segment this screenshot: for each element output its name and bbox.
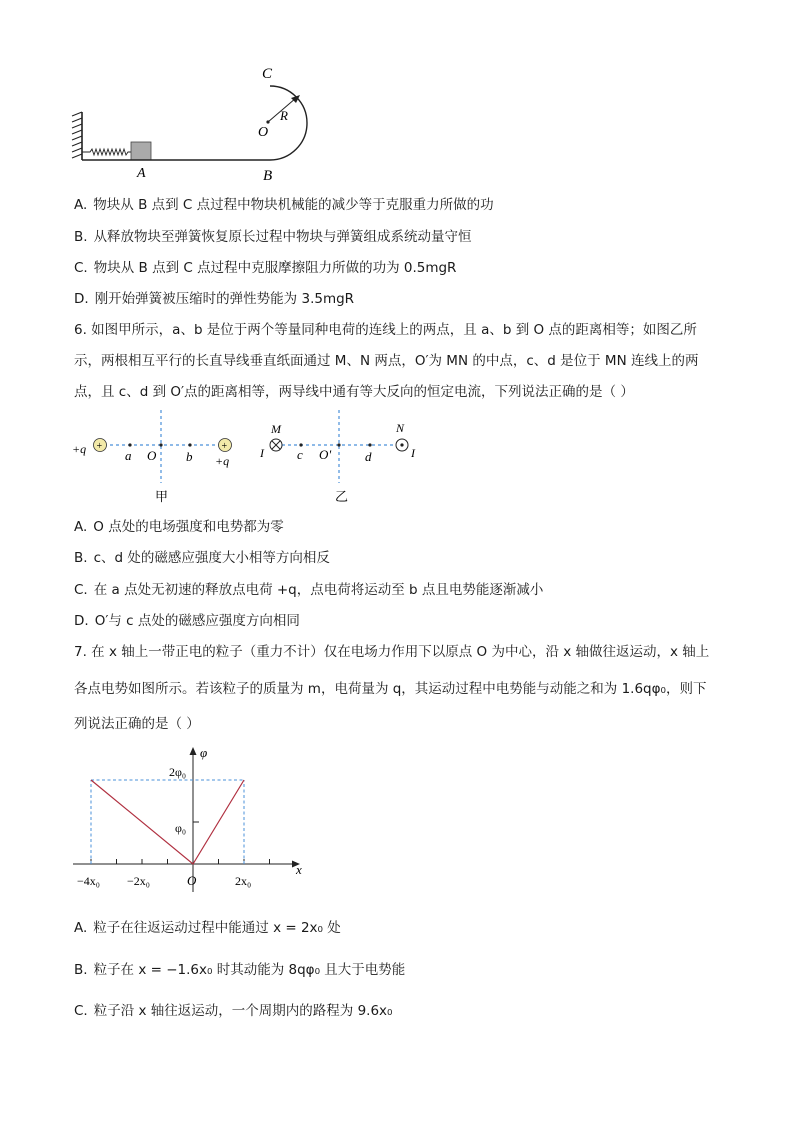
- dot-mark: [400, 443, 403, 446]
- q6-option-d[interactable]: [74, 609, 300, 629]
- caption-jia: 甲: [155, 489, 169, 504]
- option-label: D.: [74, 613, 89, 629]
- q6-stem-line-2: 示，两根相互平行的长直导线垂直纸面通过 M、N 两点，O′为 MN 的中点，c、d 是位于 MN 连线上的两: [74, 353, 699, 369]
- option-text: 粒子在 x = −1.6x₀ 时其动能为 8qφ₀ 且大于电势能: [93, 962, 406, 978]
- point-a: [128, 443, 131, 446]
- label-d: d: [365, 449, 372, 464]
- label-O: O: [147, 448, 157, 463]
- option-text: 刚开始弹簧被压缩时的弹性势能为 3.5mgR: [94, 291, 355, 307]
- q6-option-a[interactable]: [74, 515, 284, 535]
- option-text: c、d 处的磁感应强度大小相等方向相反: [93, 550, 330, 566]
- wall-hatching: [72, 112, 82, 158]
- block-A: [131, 142, 151, 160]
- option-label: A.: [74, 197, 88, 213]
- point-b: [188, 443, 191, 446]
- q5-option-a[interactable]: [74, 193, 494, 213]
- option-text: 粒子在往返运动过程中能通过 x = 2x₀ 处: [93, 920, 341, 936]
- option-label: C.: [74, 1003, 88, 1019]
- figure-jia: [70, 405, 250, 505]
- left-charge-label: +q: [72, 442, 87, 456]
- option-text: 物块从 B 点到 C 点过程中克服摩擦阻力所做的功为 0.5mgR: [93, 260, 457, 276]
- q6-option-c[interactable]: [74, 578, 543, 598]
- label-O-prime: O': [319, 447, 332, 462]
- y-tick-2phi0: 2φ₀: [169, 765, 187, 779]
- x-tick-O: O: [187, 873, 197, 888]
- point-d: [368, 443, 371, 446]
- option-label: B.: [74, 229, 88, 245]
- label-M: M: [271, 422, 281, 436]
- semicircle-track: [270, 86, 307, 160]
- option-label: B.: [74, 550, 88, 566]
- caption-yi: 乙: [335, 489, 349, 504]
- label-I-right: I: [411, 446, 415, 460]
- x-axis-label: x: [296, 862, 302, 877]
- label-N: N: [396, 421, 405, 435]
- x-tick-neg2x0: −2x₀: [127, 874, 150, 888]
- q5-option-b[interactable]: [74, 225, 472, 245]
- y-axis-arrow: [190, 747, 197, 755]
- q7-stem-line-2: 各点电势如图所示。若该粒子的质量为 m，电荷量为 q，其运动过程中电势能与动能之和为 1.6qφ₀，则下: [74, 681, 707, 697]
- option-text: O 点处的电场强度和电势都为零: [93, 519, 284, 535]
- option-text: 物块从 B 点到 C 点过程中物块机械能的减少等于克服重力所做的功: [93, 197, 494, 213]
- spring: [82, 149, 131, 155]
- option-label: B.: [74, 962, 88, 978]
- x-tick-neg4x0: −4x₀: [77, 874, 100, 888]
- y-tick-phi0: φ₀: [175, 821, 187, 835]
- label-I-left: I: [260, 446, 264, 460]
- option-text: 在 a 点处无初速的释放点电荷 +q，点电荷将运动至 b 点且电势能逐渐减小: [93, 582, 544, 598]
- plus-glyph: +: [96, 441, 103, 452]
- option-text: 从释放物块至弹簧恢复原长过程中物块与弹簧组成系统动量守恒: [93, 229, 472, 245]
- plus-glyph: +: [221, 441, 228, 452]
- q7-option-a[interactable]: [74, 916, 341, 936]
- point-O: [159, 443, 162, 446]
- option-label: A.: [74, 519, 88, 535]
- label-R: R: [280, 108, 288, 123]
- label-A: A: [137, 166, 146, 181]
- label-O: O: [258, 125, 269, 140]
- spring-track-figure: [60, 60, 330, 185]
- x-tick-2x0: 2x₀: [235, 874, 252, 888]
- y-axis-label: φ: [200, 745, 208, 760]
- q7-stem-line-1: 7. 在 x 轴上一带正电的粒子（重力不计）仅在电场力作用下以原点 O 为中心，沿 x 轴做往返运动，x 轴上: [74, 644, 710, 660]
- option-text: O′与 c 点处的磁感应强度方向相同: [94, 613, 300, 629]
- potential-graph: [70, 740, 320, 895]
- q6-stem-line-3: 点，且 c、d 到 O′点的距离相等，两导线中通有等大反向的恒定电流，下列说法正确的是（ ）: [74, 384, 634, 400]
- figure-yi: [255, 405, 430, 505]
- label-b: b: [186, 449, 193, 464]
- q6-stem-line-1: 6. 如图甲所示，a、b 是位于两个等量同种电荷的连线上的两点，且 a、b 到 O 点的距离相等；如图乙所: [74, 322, 697, 338]
- option-label: C.: [74, 582, 88, 598]
- q7-stem-line-3: 列说法正确的是（ ）: [74, 716, 200, 732]
- q6-option-b[interactable]: [74, 546, 330, 566]
- label-a: a: [125, 448, 132, 463]
- option-label: C.: [74, 260, 88, 276]
- potential-line: [91, 780, 244, 864]
- right-charge-label: +q: [215, 454, 230, 468]
- q5-option-c[interactable]: [74, 256, 456, 276]
- point-O-prime: [337, 443, 340, 446]
- label-B: B: [263, 168, 273, 184]
- option-label: D.: [74, 291, 89, 307]
- label-c: c: [297, 447, 303, 462]
- q7-option-c[interactable]: [74, 999, 392, 1019]
- option-label: A.: [74, 920, 88, 936]
- q5-option-d[interactable]: [74, 287, 354, 307]
- option-text: 粒子沿 x 轴往返运动，一个周期内的路程为 9.6x₀: [93, 1003, 393, 1019]
- label-C: C: [262, 66, 273, 82]
- q7-option-b[interactable]: [74, 958, 405, 978]
- x-tick-marks: [91, 859, 270, 864]
